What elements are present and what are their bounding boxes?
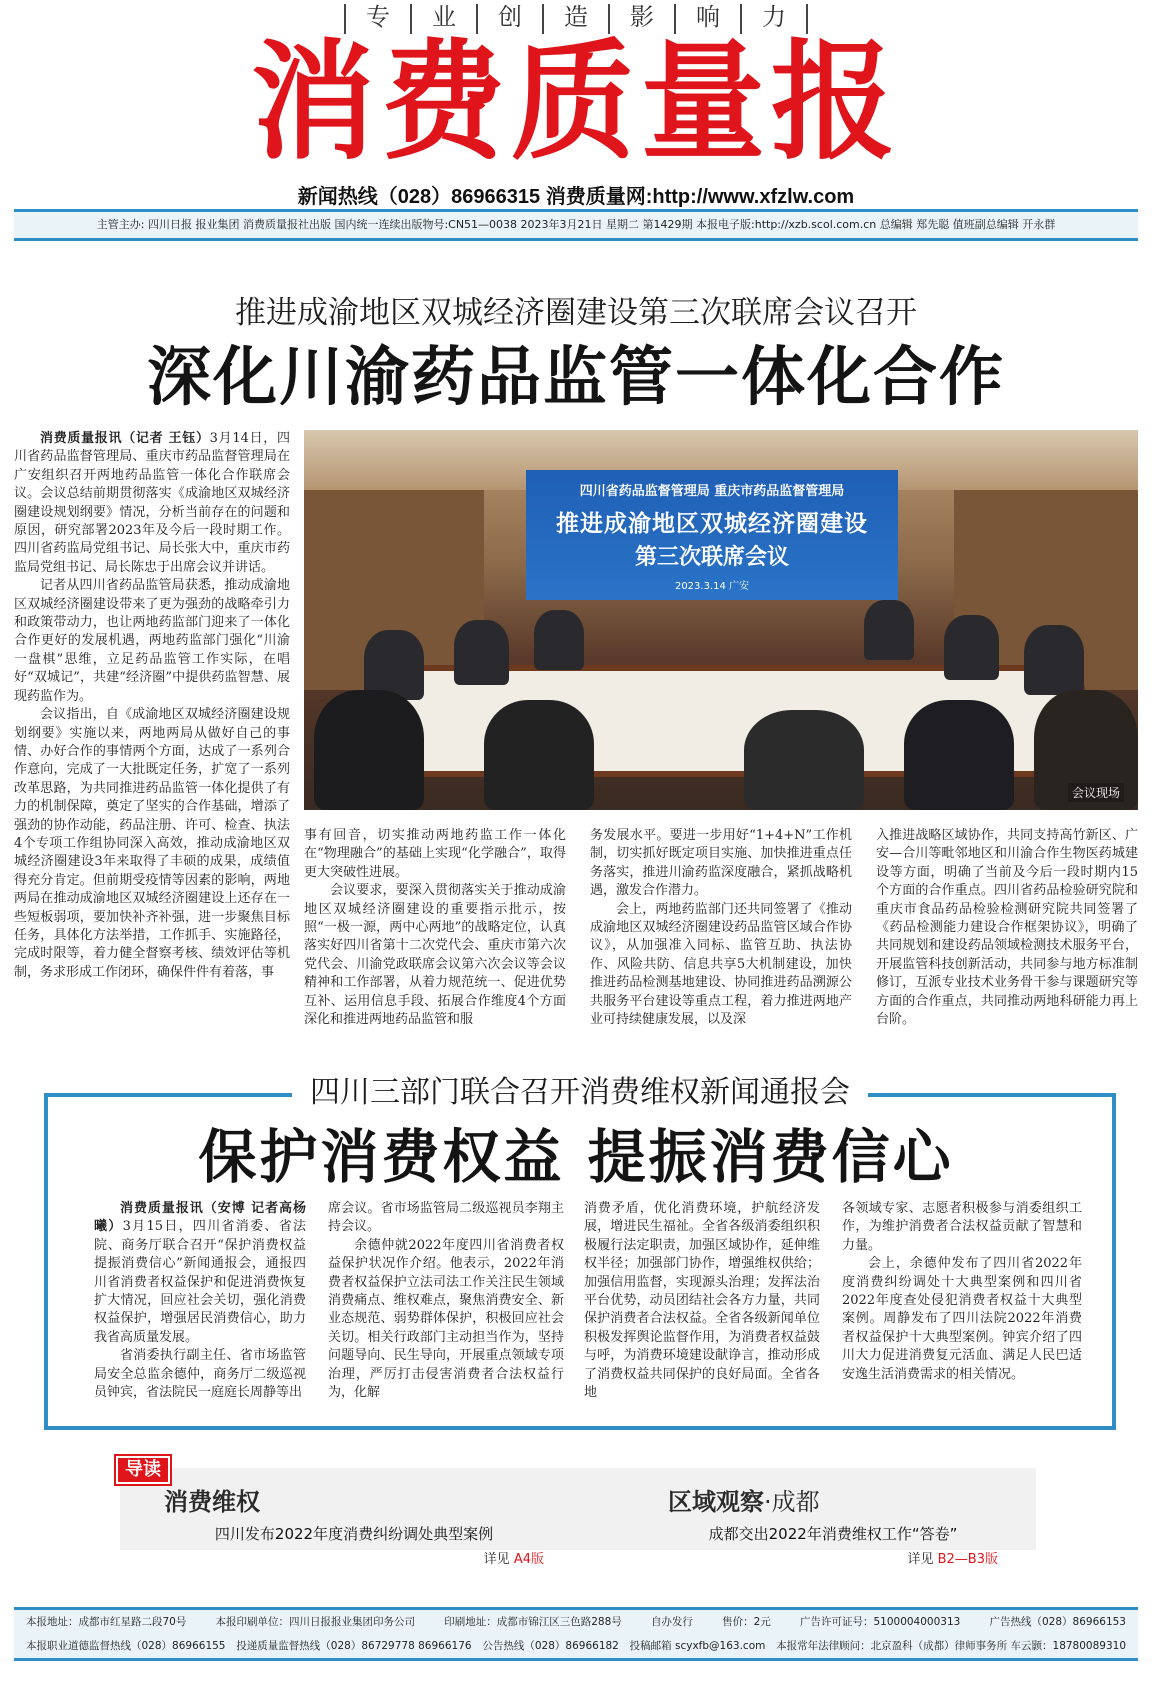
slogan-char: 创 xyxy=(476,4,542,34)
attendee-foreground xyxy=(744,710,864,810)
article2-paragraph: 各领域专家、志愿者积极参与消委组织工作，为维护消费者合法权益贡献了智慧和力量。 xyxy=(842,1201,1082,1253)
guide-left-heading: 消费维权 xyxy=(164,1488,260,1516)
guide-right-summary: 成都交出2022年消费维权工作“答卷” xyxy=(708,1525,958,1543)
attendee-foreground xyxy=(484,700,594,810)
footer-address: 本报地址：成都市红星路二段70号 xyxy=(26,1616,187,1628)
article1-byline: 消费质量报讯（记者 王钰） xyxy=(40,431,210,446)
article2-paragraph: 余德仲就2022年度四川省消费者权益保护状况作介绍。他表示，2022年消费者权益保护立法司法工作关注民生领域消费痛点、维权难点，聚焦消费安全、新业态规范、弱势群体保护，积极回应社会关切。相关行政部门主动担当作为，坚持问题导向、民生导向，开展重点领域专项治理，严厉打击侵害消费者合法权益行为，化解 xyxy=(328,1237,564,1401)
attendee xyxy=(944,615,999,680)
article2-headline: 保护消费权益 提振消费信心 xyxy=(198,1123,954,1191)
guide-tag: 导读 xyxy=(116,1456,170,1484)
page-ref-prefix: 详见 xyxy=(907,1552,934,1567)
guide-right-city: ·成都 xyxy=(764,1488,820,1516)
article2-paragraph: 会上，余德仲发布了四川省2022年度消费纠纷调处十大典型案例和四川省2022年度查处侵犯消费者权益十大典型案例。周静发布了四川法院2022年消费者权益保护十大典型案例。钟宾介绍了四川大力促进消费复元活血、满足人民巴适安逸生活消费需求的相关情况。 xyxy=(842,1256,1082,1382)
article1-paragraph: 会议要求，要深入贯彻落实关于推动成渝地区双城经济圈建设的重要指示批示，按照“一极一源，两中心两地”的战略定位，认真落实好四川省第十二次党代会、重庆市第六次党代会、川渝党政联席会议第六次会议等会议精神和工作部署，从着力规范统一、促进优势互补、运用信息手段、拓展合作维度4个方面深化和推进两地药品监管和服 xyxy=(304,883,566,1028)
footer-ad-license: 广告许可证号：5100004000313 xyxy=(799,1616,961,1628)
footer-ad-hotline: 广告热线（028）86966153 xyxy=(989,1616,1126,1628)
guide-left-page-ref[interactable] xyxy=(164,1548,544,1567)
article2-kicker: 四川三部门联合召开消费维权新闻通报会 xyxy=(292,1075,868,1110)
issue-info-bar: 主管主办: 四川日报 报业集团 消费质量报社出版 国内统一连续出版物号:CN51—0038 2023年3月21日 星期二 第1429期 本报电子版:http://xzb.scol.com.cn 总编辑 郑先聪 值班副总编辑 开永群 xyxy=(14,209,1138,241)
page-ref-number: B2—B3版 xyxy=(937,1552,998,1567)
footer-row-2 xyxy=(14,1634,1138,1658)
article2-column-4 xyxy=(842,1200,1082,1384)
article2-column-1 xyxy=(94,1200,306,1402)
article2-paragraph: 席会议。省市场监管局二级巡视员李翔主持会议。 xyxy=(328,1201,564,1235)
banner-date: 2023.3.14 广安 xyxy=(674,581,750,592)
page-ref-prefix: 详见 xyxy=(483,1552,510,1567)
banner-title: 推进成渝地区双城经济圈建设 xyxy=(556,511,868,537)
footer-delivery-hotline: 投递质量监督热线（028）86729778 86966176 xyxy=(236,1640,472,1652)
article1-paragraph: 入推进战略区域协作，共同支持高竹新区、广安—合川等毗邻地区和川渝合作生物医药城建设等方面，明确了当前及今后一段时期内15个方面的合作重点。四川省药品检验研究院和重庆市食品药品检验检测研究院共同签署了《药品检测能力建设合作框架协议》，明确了共同规划和建设药品领域检测技术服务平台，开展监管科技创新活动，共同参与地方标准制修订，互派专业技术业务骨干参与课题研究等方面的合作重点，共同推动两地科研能力再上台阶。 xyxy=(876,828,1138,1028)
photo-caption: 会议现场 xyxy=(1068,783,1124,802)
footer-legal-counsel: 本报常年法律顾问：北京盈科（成都）律师事务所 车云颢：18780089310 xyxy=(776,1640,1126,1652)
meeting-photo xyxy=(304,430,1138,810)
article2-byline: 消费质量报讯（安博 记者高杨曦） xyxy=(94,1201,306,1235)
footer-row-1 xyxy=(14,1610,1138,1634)
attendee xyxy=(1024,625,1084,695)
attendee xyxy=(534,610,584,670)
page-ref-number: A4版 xyxy=(513,1552,544,1567)
article2-kicker-wrap xyxy=(44,1067,1116,1111)
news-hotline: 新闻热线（028）86966315 消费质量网:http://www.xfzlw.com xyxy=(297,186,855,208)
article2-paragraph: 消费矛盾，优化消费环境，护航经济发展，增进民生福祉。全省各级消委组织积极履行法定职责，加强区域协作，延伸维权半径；加强部门协作，增强维权供给；加强信用监督，实现源头治理；发挥法治平台优势，动员团结社会各方力量，共同保护消费者合法权益。全省各级新闻单位积极发挥舆论监督作用，为消费者权益鼓与呼，为消费环境建设献诤言，推动形成了消费权益共同保护的良好局面。全省各地 xyxy=(584,1201,820,1401)
article1-paragraph: 事有回音，切实推动两地药监工作一体化在“物理融合”的基础上实现“化学融合”，取得更大突破性进展。 xyxy=(304,828,566,880)
footer-printer: 本报印刷单位：四川日报报业集团印务公司 xyxy=(215,1616,416,1628)
article1-paragraph: 3月14日，四川省药品监督管理局、重庆市药品监督管理局在广安组织召开两地药品监管一体化合作联席会议。会议总结前期贯彻落实《成渝地区双城经济圈建设规划纲要》情况，分析当前存在的问题和原因，研究部署2023年及今后一段时期工作。四川省药监局党组书记、局长张大中，重庆市药监局党组书记、局长陈忠于出席会议并讲话。 xyxy=(14,431,290,575)
guide-left-summary: 四川发布2022年度消费纠纷调处典型案例 xyxy=(214,1525,494,1543)
banner-organizers: 四川省药品监督管理局 重庆市药品监督管理局 xyxy=(579,484,845,499)
slogan-char: 力 xyxy=(740,4,808,34)
article1-paragraph: 会议指出，自《成渝地区双城经济圈建设规划纲要》实施以来，两地两局从做好自己的事情、办好合作的事情两个方面，达成了一系列合作意向，完成了一大批既定任务，扩宽了一系列改革思路，为共同推进药品监管一体化提供了有力的机制保障，奠定了坚实的合作基础，增添了强劲的协作动能，药品注册、许可、检查、执法4个专项工作组协同深入高效，推动成渝地区双城经济圈建设3年来取得了丰硕的成果，成绩值得充分肯定。但前期受疫情等因素的影响，两地两局在推动成渝地区双城经济圈建设上还存在一些短板弱项，要加快补齐补强，进一步聚焦目标任务，具体化方法举措，工作抓手、实施路径，完成时限等，着力健全督察考核、绩效评估等机制，务求形成工作闭环，确保件件有着落，事 xyxy=(14,707,290,980)
slogan-char: 响 xyxy=(674,4,740,34)
attendee xyxy=(864,600,914,660)
article1-paragraph: 记者从四川省药品监管局获悉，推动成渝地区双城经济圈建设带来了更为强劲的战略牵引力和政策带动力，也让两地药监部门迎来了一体化合作更好的发展机遇，两地药监部门强化“川渝一盘棋”思维，立足药品监管工作实际，在唱好“双城记”，共建“经济圈”中提供药监智慧、展现药监作为。 xyxy=(14,578,290,704)
article1-column-1 xyxy=(14,430,290,982)
footer-distribution: 自办发行 xyxy=(650,1616,693,1628)
article1-column-2 xyxy=(304,827,566,1029)
guide-right-page-ref[interactable] xyxy=(668,1548,998,1567)
footer-email[interactable]: 投稿邮箱 scyxfb@163.com xyxy=(629,1640,766,1652)
article2-paragraph: 3月15日，四川省消委、省法院、商务厅联合召开“保护消费权益 提振消费信心”新闻通报会，通报四川省消费者权益保护和促进消费恢复扩大情况，回应社会关切，强化消费权益保护，增强居民消费信心，助力我省高质量发展。 xyxy=(94,1219,306,1345)
footer-bar xyxy=(14,1607,1138,1661)
footer-notice-hotline: 公告热线（028）86966182 xyxy=(482,1640,619,1652)
article1-column-4 xyxy=(876,827,1138,1029)
guide-right-heading xyxy=(668,1482,998,1517)
article1-kicker: 推进成渝地区双城经济圈建设第三次联席会议召开 xyxy=(235,295,917,331)
guide-right-title: 区域观察 xyxy=(668,1488,764,1516)
article1-paragraph: 务发展水平。要进一步用好“1+4+N”工作机制，切实抓好既定项目实施、加快推进重点任务落实，推进川渝药监深度融合，紧抓战略机遇，激发合作潜力。 xyxy=(590,828,852,899)
slogan-char: 专 xyxy=(344,4,410,34)
article2-column-2 xyxy=(328,1200,564,1402)
article1-headline: 深化川渝药品监管一体化合作 xyxy=(147,341,1005,415)
footer-print-address: 印刷地址：成都市锦江区三色路288号 xyxy=(444,1616,622,1628)
article1-paragraph: 会上，两地药监部门还共同签署了《推动成渝地区双城经济圈建设药品监管区域合作协议》，从加强准入同标、监管互助、执法协作、风险共防、信息共享5大机制建设，加快推进药品检测基地建设、协同推进药品溯源公共服务平台建设等重点工程，着力推进两地产业可持续健康发展，以及深 xyxy=(590,901,852,1028)
masthead-logo: 消费质量报 xyxy=(250,28,901,178)
footer-price: 售价：2元 xyxy=(722,1616,771,1628)
attendee xyxy=(454,620,509,685)
attendee-foreground xyxy=(314,690,424,810)
article2-column-3 xyxy=(584,1200,820,1402)
guide-right[interactable] xyxy=(668,1482,998,1567)
article2-paragraph: 省消委执行副主任、省市场监管局安全总监余德仲，商务厅二级巡视员钟宾，省法院民一庭庭长周静等出 xyxy=(94,1348,306,1401)
guide-left[interactable] xyxy=(164,1482,544,1567)
footer-ethics-hotline: 本报职业道德监督热线（028）86966155 xyxy=(26,1640,226,1652)
meeting-banner-screen xyxy=(526,470,898,600)
banner-subtitle: 第三次联席会议 xyxy=(634,545,789,570)
slogan-char: 造 xyxy=(542,4,608,34)
article1-column-3 xyxy=(590,827,852,1029)
attendee-foreground xyxy=(904,700,1014,810)
slogan-char: 业 xyxy=(410,4,476,34)
slogan-char: 影 xyxy=(608,4,674,34)
